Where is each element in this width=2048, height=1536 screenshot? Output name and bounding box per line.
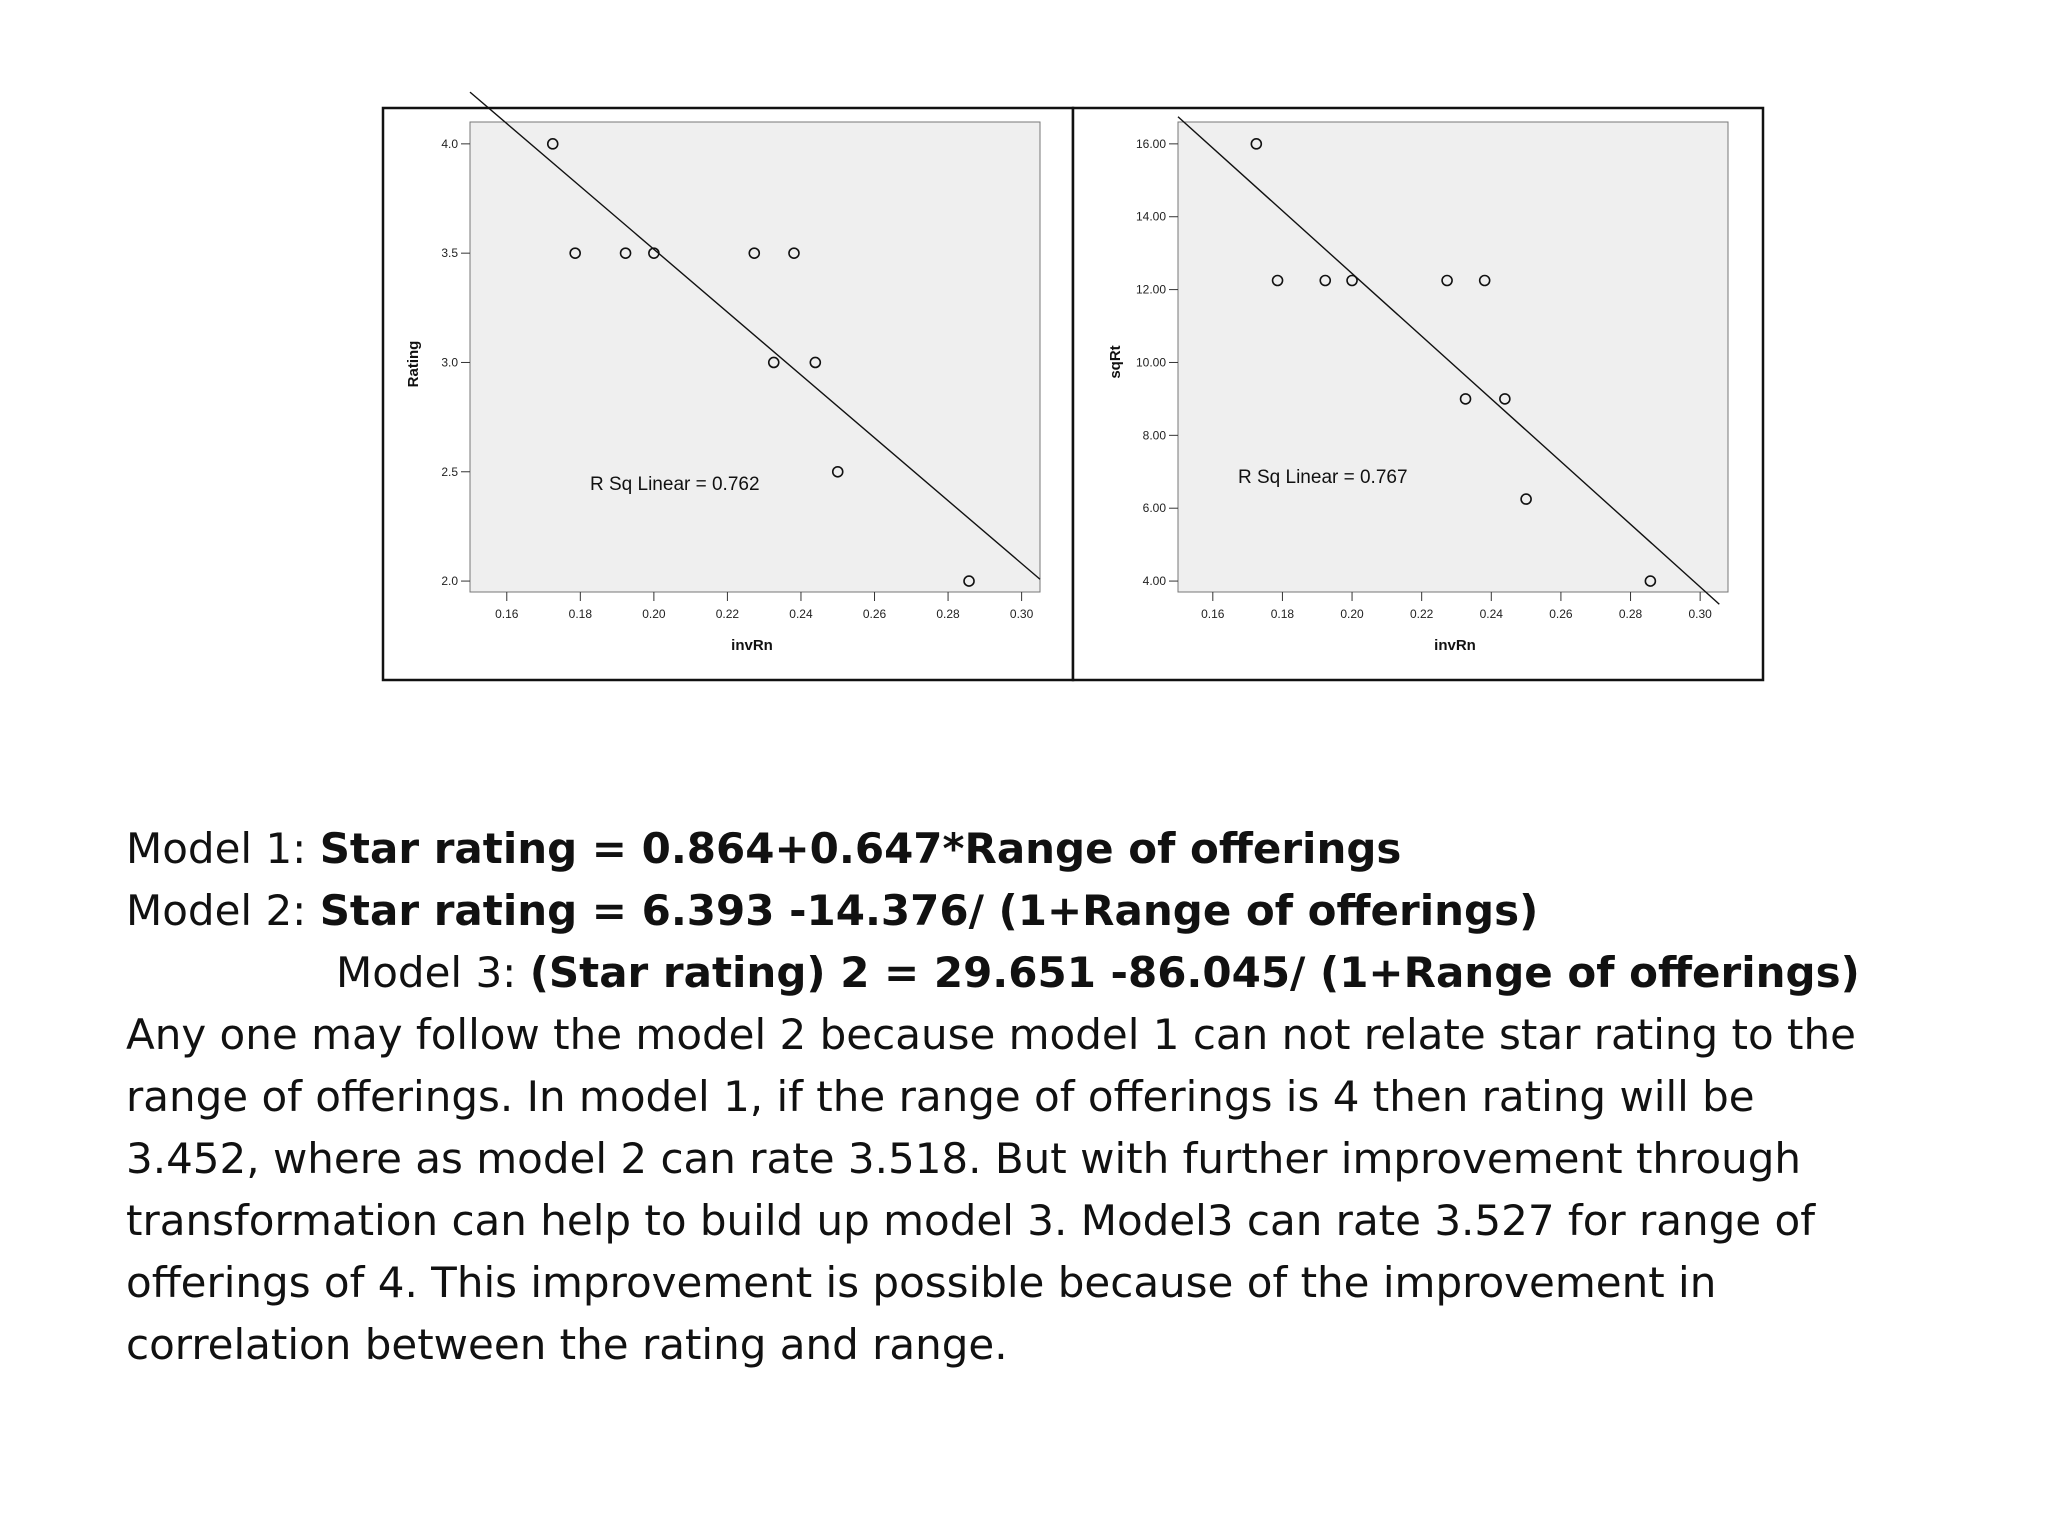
x-tick-label: 0.18 xyxy=(568,607,593,621)
plot-area xyxy=(470,122,1040,592)
r-squared-annotation: R Sq Linear = 0.767 xyxy=(1238,467,1408,488)
paragraph-line: range of offerings. In model 1, if the range of offerings is 4 then rating will be xyxy=(126,1072,1755,1121)
rating-scatter-chart xyxy=(405,92,1040,654)
x-tick-label: 0.20 xyxy=(642,607,666,621)
paragraph-line: 3.452, where as model 2 can rate 3.518. But with further improvement through xyxy=(126,1134,1801,1183)
y-tick-label: 2.0 xyxy=(441,574,458,589)
x-axis-title: invRn xyxy=(731,637,773,654)
r-squared-annotation: R Sq Linear = 0.762 xyxy=(590,474,760,495)
x-tick-label: 0.28 xyxy=(936,607,960,621)
x-tick-label: 0.26 xyxy=(862,607,887,621)
y-tick-label: 3.5 xyxy=(441,246,458,261)
x-tick-label: 0.24 xyxy=(1479,607,1503,621)
x-tick-label: 0.16 xyxy=(1201,607,1225,621)
x-axis-title: invRn xyxy=(1434,637,1476,654)
x-tick-label: 0.28 xyxy=(1618,607,1643,621)
x-tick-label: 0.18 xyxy=(1270,607,1295,621)
paragraph-line: transformation can help to build up model 3. Model3 can rate 3.527 for range of xyxy=(126,1196,1815,1245)
paragraph-line: Any one may follow the model 2 because model 1 can not relate star rating to the xyxy=(126,1010,1856,1059)
x-tick-label: 0.16 xyxy=(495,607,519,621)
y-tick-label: 6.00 xyxy=(1142,501,1166,516)
y-tick-label: 3.0 xyxy=(441,355,458,370)
paragraph-line: correlation between the rating and range. xyxy=(126,1320,1008,1369)
x-tick-label: 0.20 xyxy=(1340,607,1364,621)
model-description xyxy=(126,818,1926,1376)
model1-equation: Star rating = 0.864+0.647*Range of offerings xyxy=(319,824,1402,873)
y-tick-label: 2.5 xyxy=(441,464,458,479)
x-tick-label: 0.22 xyxy=(715,607,740,621)
x-tick-label: 0.24 xyxy=(789,607,813,621)
x-tick-label: 0.22 xyxy=(1409,607,1434,621)
plot-area xyxy=(1178,122,1728,592)
model2-equation: Star rating = 6.393 -14.376/ (1+Range of offerings) xyxy=(319,886,1539,935)
chart-figure xyxy=(0,0,2048,720)
model2-prefix: Model 2: xyxy=(126,886,320,935)
x-tick-label: 0.26 xyxy=(1549,607,1573,621)
y-axis-title: Rating xyxy=(405,340,422,388)
model3-line xyxy=(126,942,1926,1004)
y-tick-label: 10.00 xyxy=(1135,355,1166,370)
y-tick-label: 4.0 xyxy=(441,136,458,151)
y-axis-title: sqRt xyxy=(1107,345,1124,379)
model1-prefix: Model 1: xyxy=(126,824,320,873)
y-tick-label: 12.00 xyxy=(1135,282,1166,297)
y-tick-label: 8.00 xyxy=(1142,428,1166,443)
x-tick-label: 0.30 xyxy=(1009,607,1034,621)
model1-line xyxy=(126,818,1926,880)
model3-equation: (Star rating) 2 = 29.651 -86.045/ (1+Range of offerings) xyxy=(529,948,1860,997)
y-tick-label: 4.00 xyxy=(1142,574,1166,589)
model2-line xyxy=(126,880,1926,942)
y-tick-label: 14.00 xyxy=(1135,209,1166,224)
x-tick-label: 0.30 xyxy=(1688,607,1712,621)
model3-prefix: Model 3: xyxy=(336,948,530,997)
y-tick-label: 16.00 xyxy=(1135,136,1166,151)
paragraph-line: offerings of 4. This improvement is possible because of the improvement in xyxy=(126,1258,1717,1307)
sqrt-scatter-chart xyxy=(1107,117,1728,654)
